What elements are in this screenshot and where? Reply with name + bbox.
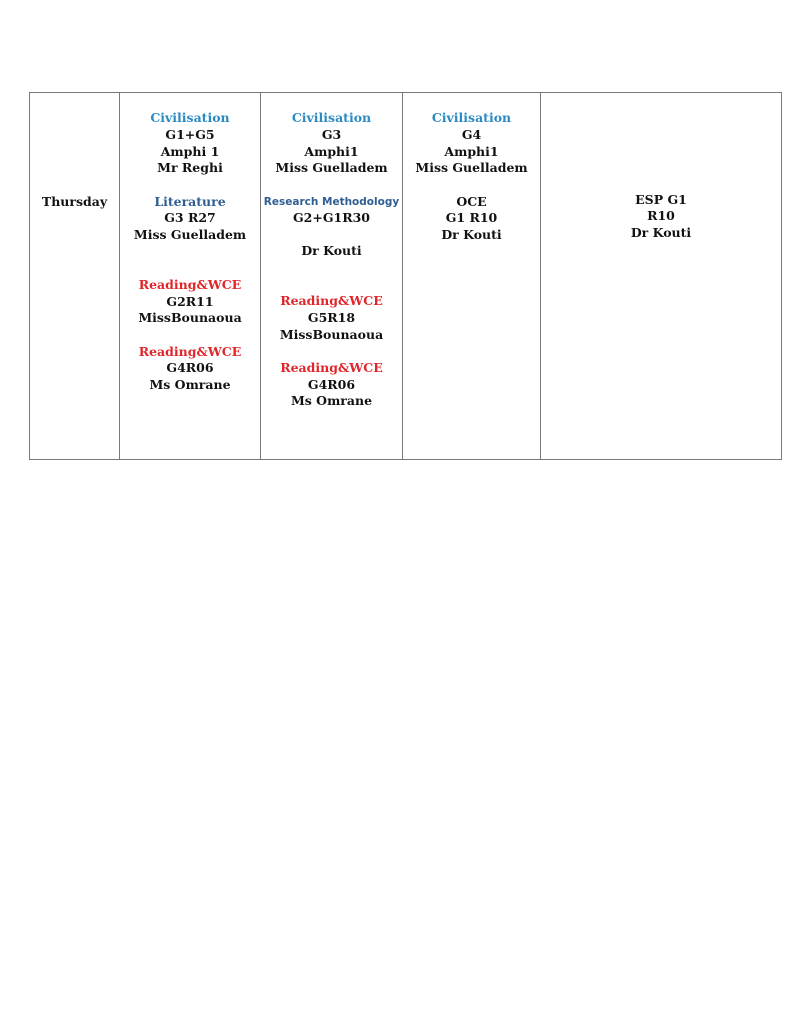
- course-teacher: Dr Kouti: [301, 243, 362, 258]
- course-group: G5R18: [307, 310, 356, 325]
- course-teacher: MissBounaoua: [279, 327, 384, 342]
- day-column: [30, 93, 120, 459]
- course-group: G2R11: [166, 294, 214, 309]
- day-label: Thursday: [41, 194, 108, 209]
- course-teacher: Miss Guelladem: [275, 160, 388, 175]
- slot-column-2: [261, 93, 403, 459]
- course-group: G1 R10: [445, 210, 498, 225]
- slot-column-1: [120, 93, 261, 459]
- course-title: Literature: [154, 194, 226, 209]
- course-group: G4: [461, 127, 482, 142]
- course-title: Civilisation: [150, 110, 230, 125]
- course-group: G3 R27: [164, 210, 216, 225]
- course-title: Civilisation: [431, 110, 512, 125]
- course-teacher: Mr Reghi: [157, 160, 223, 175]
- course-teacher: Ms Omrane: [149, 377, 231, 392]
- course-title: Research Methodology: [263, 196, 400, 208]
- course-room: Amphi1: [304, 144, 359, 159]
- course-teacher: Dr Kouti: [441, 227, 502, 242]
- course-teacher: Miss Guelladem: [415, 160, 528, 175]
- course-group: G3: [321, 127, 342, 142]
- course-title: Reading&WCE: [280, 360, 383, 375]
- slot-column-4: [541, 93, 781, 459]
- course-group: G4R06: [166, 360, 214, 375]
- course-title: Reading&WCE: [138, 277, 242, 292]
- course-title: Reading&WCE: [138, 344, 242, 359]
- course-teacher: Ms Omrane: [290, 393, 373, 408]
- course-room: Amphi1: [444, 144, 499, 159]
- course-title: ESP G1: [635, 192, 687, 207]
- course-title: OCE: [456, 194, 487, 209]
- course-title: Civilisation: [291, 110, 372, 125]
- course-group: G4R06: [307, 377, 356, 392]
- course-title: Reading&WCE: [280, 293, 383, 308]
- course-room: R10: [647, 208, 675, 223]
- course-room: Amphi 1: [160, 144, 220, 159]
- course-teacher: Dr Kouti: [630, 225, 692, 240]
- course-teacher: Miss Guelladem: [133, 227, 247, 242]
- course-group: G1+G5: [165, 127, 215, 142]
- course-teacher: MissBounaoua: [138, 310, 242, 325]
- timetable: [29, 92, 782, 460]
- course-group: G2+G1R30: [292, 210, 370, 225]
- slot-column-3: [403, 93, 541, 459]
